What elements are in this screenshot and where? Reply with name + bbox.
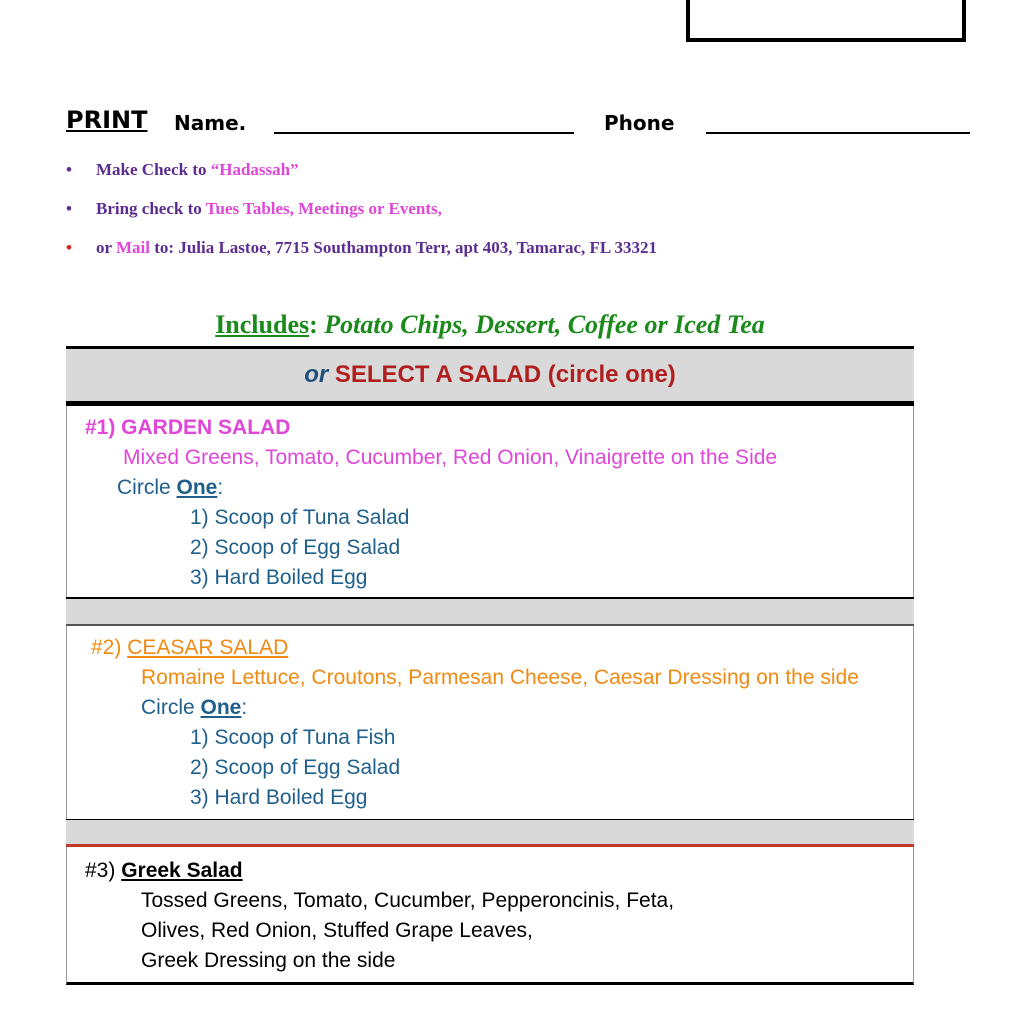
phone-blank-line[interactable] [706,132,970,134]
protein-option[interactable]: 3) Hard Boiled Egg [190,566,368,589]
bullet-icon: • [66,160,72,179]
payment-instructions [66,158,657,275]
instruction-make-check [66,158,657,197]
salad-menu [66,346,914,985]
menu-header [66,346,914,406]
salad-option-caesar[interactable] [66,626,914,819]
instruction-bring-check [66,197,657,236]
bullet-icon: • [66,199,72,218]
includes-line [66,310,914,340]
protein-option[interactable]: 3) Hard Boiled Egg [190,786,368,809]
name-blank-line[interactable] [274,132,574,134]
salad-title: #3) Greek Salad [85,859,243,882]
instruction-text: Make Check to [96,160,211,179]
mail-word: Mail [116,238,150,257]
salad-description: Olives, Red Onion, Stuffed Grape Leaves, [141,919,533,942]
salad-title: #1) GARDEN SALAD [85,416,291,439]
payee-name: “Hadassah” [210,160,299,179]
header-or: or [304,361,329,388]
salad-description: Romaine Lettuce, Croutons, Parmesan Cheese, Caesar Dressing on the side [141,666,859,689]
circle-one-label: Circle One: [141,696,248,719]
name-phone-row [66,104,986,140]
protein-option[interactable]: 2) Scoop of Egg Salad [190,536,401,559]
salad-option-greek[interactable] [66,847,914,985]
includes-label: Includes [215,310,310,339]
protein-option[interactable]: 1) Scoop of Tuna Salad [190,506,410,529]
salad-description: Greek Dressing on the side [141,949,396,972]
instruction-text: Bring check to [96,199,206,218]
bullet-icon: • [66,238,72,257]
salad-description: Mixed Greens, Tomato, Cucumber, Red Onion, Vinaigrette on the Side [123,446,778,469]
section-divider [66,819,914,847]
header-select-salad: SELECT A SALAD (circle one) [334,361,676,388]
instruction-places: Tues Tables, Meetings or Events, [205,199,442,218]
instruction-mail [66,236,657,275]
instruction-text: or [96,238,116,257]
includes-colon: : [309,310,318,339]
protein-option[interactable]: 1) Scoop of Tuna Fish [190,726,396,749]
print-label: PRINT [66,106,148,134]
top-empty-box [686,0,966,42]
name-label: Name. [174,111,247,135]
phone-label: Phone [604,111,675,135]
circle-one-label: Circle One: [117,476,224,499]
includes-items: Potato Chips, Dessert, Coffee or Iced Tea [324,310,765,339]
salad-option-garden[interactable] [66,406,914,597]
protein-option[interactable]: 2) Scoop of Egg Salad [190,756,401,779]
mail-address: to: Julia Lastoe, 7715 Southampton Terr, apt 403, Tamarac, FL 33321 [150,238,658,257]
section-divider [66,597,914,626]
salad-description: Tossed Greens, Tomato, Cucumber, Pepperoncinis, Feta, [141,889,675,912]
salad-title: #2) CEASAR SALAD [91,636,289,659]
